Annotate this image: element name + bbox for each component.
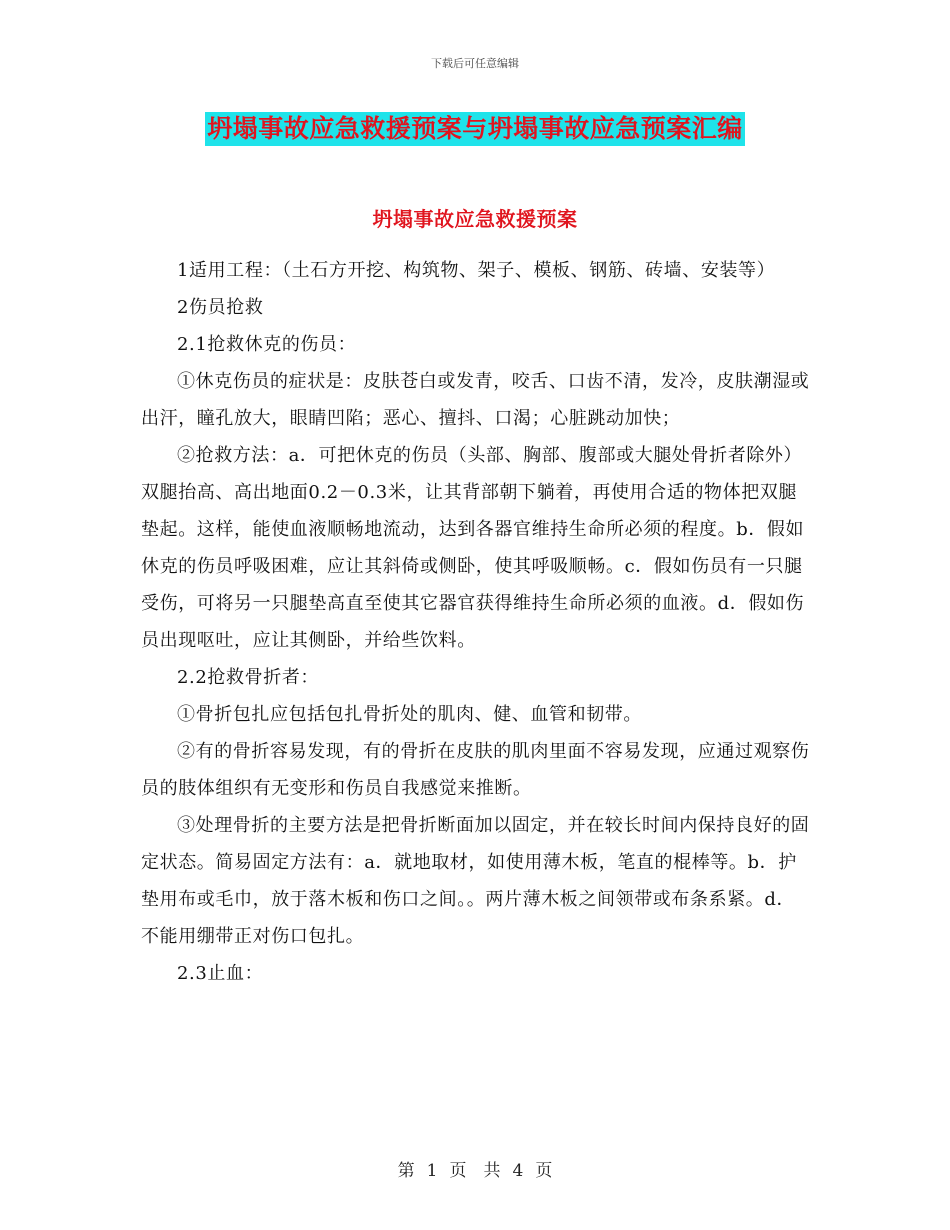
page-number: 1 <box>426 1161 438 1181</box>
paragraph: 2.1抢救休克的伤员： <box>177 334 357 355</box>
document-body <box>141 252 811 992</box>
page-suffix: 页 <box>535 1161 553 1181</box>
paragraph: 2.2抢救骨折者： <box>177 667 320 688</box>
main-title-container <box>0 112 950 146</box>
paragraph: ②有的骨折容易发现，有的骨折在皮肤的肌肉里面不容易发现，应通过观察伤员的肢体组织有无变形和伤员自我感觉来推断。 <box>141 741 810 799</box>
paragraph: ①休克伤员的症状是：皮肤苍白或发青，咬舌、口齿不清，发冷，皮肤潮湿或出汗，瞳孔放大，眼睛凹陷；恶心、擅抖、口渴；心脏跳动加快； <box>141 371 810 429</box>
page-prefix: 第 <box>397 1161 415 1181</box>
header-note: 下载后可任意编辑 <box>431 57 519 70</box>
paragraph: 2伤员抢救 <box>177 297 264 318</box>
paragraph: ②抢救方法：a．可把休克的伤员（头部、胸部、腹部或大腿处骨折者除外）双腿抬高、高出地面0.2－0.3米，让其背部朝下躺着，再使用合适的物体把双腿垫起。这样，能使血液顺畅地流动，达到各器官维持生命所必须的程度。b．假如休克的伤员呼吸困难，应让其斜倚或侧卧，使其呼吸顺畅。c．假如伤员有一只腿受伤，可将另一只腿垫高直至使其它器官获得维持生命所必须的血液。d．假如伤员出现呕吐，应让其侧卧，并给些饮料。 <box>141 445 805 651</box>
paragraph: 1适用工程：（土石方开挖、构筑物、架子、模板、钢筋、砖墙、安装等） <box>177 260 776 281</box>
paragraph: 2.3止血： <box>177 963 264 984</box>
page-middle: 页 共 <box>449 1161 501 1181</box>
paragraph: ③处理骨折的主要方法是把骨折断面加以固定，并在较长时间内保持良好的固定状态。简易固定方法有：a．就地取材，如使用薄木板，笔直的棍棒等。b．护垫用布或毛巾，放于落木板和伤口之间。。两片薄木板之间领带或布条系紧。d．不能用绷带正对伤口包扎。 <box>141 815 810 947</box>
page-footer <box>0 1156 950 1181</box>
section-title: 坍塌事故应急救援预案 <box>372 207 578 231</box>
page-total: 4 <box>512 1161 524 1181</box>
main-title: 坍塌事故应急救援预案与坍塌事故应急预案汇编 <box>205 112 745 146</box>
paragraph: ①骨折包扎应包括包扎骨折处的肌肉、健、血管和韧带。 <box>177 704 642 725</box>
